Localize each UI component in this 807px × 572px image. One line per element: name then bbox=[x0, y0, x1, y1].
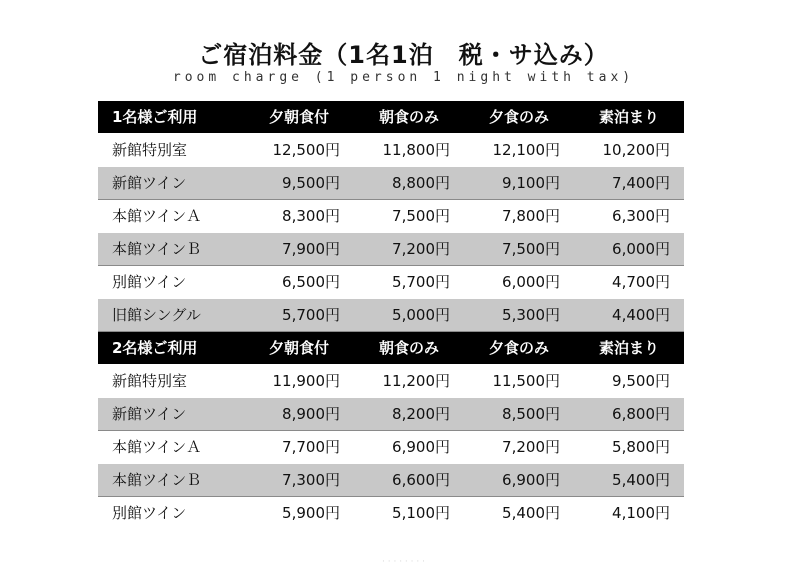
room-type: 本館ツインＢ bbox=[98, 233, 244, 266]
price-cell: 5,800円 bbox=[574, 431, 684, 464]
price-cell: 5,400円 bbox=[464, 497, 574, 530]
table-row bbox=[98, 299, 684, 332]
table-row bbox=[98, 365, 684, 398]
section-header-double bbox=[98, 332, 684, 365]
price-cell: 5,000円 bbox=[354, 299, 464, 332]
price-cell: 6,000円 bbox=[574, 233, 684, 266]
room-type: 本館ツインＡ bbox=[98, 200, 244, 233]
price-cell: 8,900円 bbox=[244, 398, 354, 431]
price-cell: 7,800円 bbox=[464, 200, 574, 233]
price-cell: 6,500円 bbox=[244, 266, 354, 299]
price-cell: 10,200円 bbox=[574, 134, 684, 167]
price-cell: 4,700円 bbox=[574, 266, 684, 299]
section-label: 2名様ご利用 bbox=[98, 332, 244, 365]
price-cell: 8,200円 bbox=[354, 398, 464, 431]
page-title: ご宿泊料金（1名1泊 税・サ込み） bbox=[198, 41, 609, 69]
price-cell: 9,500円 bbox=[574, 365, 684, 398]
price-cell: 4,100円 bbox=[574, 497, 684, 530]
table-row bbox=[98, 497, 684, 530]
column-header-dinner-only: 夕食のみ bbox=[464, 101, 574, 134]
price-cell: 7,200円 bbox=[354, 233, 464, 266]
price-cell: 11,800円 bbox=[354, 134, 464, 167]
room-type: 新館特別室 bbox=[98, 134, 244, 167]
price-cell: 9,500円 bbox=[244, 167, 354, 200]
room-type: 別館ツイン bbox=[98, 497, 244, 530]
room-type: 新館特別室 bbox=[98, 365, 244, 398]
rate-table bbox=[98, 101, 684, 530]
price-cell: 11,200円 bbox=[354, 365, 464, 398]
price-cell: 7,900円 bbox=[244, 233, 354, 266]
watermark: · · · · · · · · bbox=[382, 557, 425, 567]
price-cell: 6,900円 bbox=[354, 431, 464, 464]
room-type: 本館ツインＢ bbox=[98, 464, 244, 497]
price-cell: 12,100円 bbox=[464, 134, 574, 167]
table-row bbox=[98, 167, 684, 200]
price-cell: 6,300円 bbox=[574, 200, 684, 233]
room-type: 新館ツイン bbox=[98, 167, 244, 200]
room-type: 新館ツイン bbox=[98, 398, 244, 431]
price-cell: 5,900円 bbox=[244, 497, 354, 530]
price-cell: 12,500円 bbox=[244, 134, 354, 167]
section-label: 1名様ご利用 bbox=[98, 101, 244, 134]
table-row bbox=[98, 431, 684, 464]
price-cell: 4,400円 bbox=[574, 299, 684, 332]
price-cell: 5,700円 bbox=[244, 299, 354, 332]
price-cell: 7,500円 bbox=[354, 200, 464, 233]
room-type: 旧館シングル bbox=[98, 299, 244, 332]
column-header-breakfast-only: 朝食のみ bbox=[354, 101, 464, 134]
column-header-room-only: 素泊まり bbox=[574, 101, 684, 134]
column-header-dinner-only: 夕食のみ bbox=[464, 332, 574, 365]
table-row bbox=[98, 464, 684, 497]
table-row bbox=[98, 200, 684, 233]
table-row bbox=[98, 233, 684, 266]
price-cell: 11,500円 bbox=[464, 365, 574, 398]
price-cell: 7,300円 bbox=[244, 464, 354, 497]
price-cell: 7,500円 bbox=[464, 233, 574, 266]
column-header-dinner-breakfast: 夕朝食付 bbox=[244, 101, 354, 134]
column-header-breakfast-only: 朝食のみ bbox=[354, 332, 464, 365]
price-cell: 5,300円 bbox=[464, 299, 574, 332]
room-type: 別館ツイン bbox=[98, 266, 244, 299]
column-header-dinner-breakfast: 夕朝食付 bbox=[244, 332, 354, 365]
price-cell: 5,400円 bbox=[574, 464, 684, 497]
price-cell: 5,700円 bbox=[354, 266, 464, 299]
page-subtitle: room charge (1 person 1 night with tax) bbox=[172, 70, 635, 85]
price-cell: 11,900円 bbox=[244, 365, 354, 398]
price-cell: 8,800円 bbox=[354, 167, 464, 200]
table-row bbox=[98, 266, 684, 299]
price-cell: 6,900円 bbox=[464, 464, 574, 497]
price-cell: 6,800円 bbox=[574, 398, 684, 431]
column-header-room-only: 素泊まり bbox=[574, 332, 684, 365]
price-cell: 5,100円 bbox=[354, 497, 464, 530]
section-header-single bbox=[98, 101, 684, 134]
table-row bbox=[98, 398, 684, 431]
price-cell: 9,100円 bbox=[464, 167, 574, 200]
price-cell: 7,200円 bbox=[464, 431, 574, 464]
price-cell: 7,400円 bbox=[574, 167, 684, 200]
table-row bbox=[98, 134, 684, 167]
price-cell: 6,600円 bbox=[354, 464, 464, 497]
price-cell: 8,300円 bbox=[244, 200, 354, 233]
price-cell: 6,000円 bbox=[464, 266, 574, 299]
price-cell: 8,500円 bbox=[464, 398, 574, 431]
room-type: 本館ツインＡ bbox=[98, 431, 244, 464]
price-cell: 7,700円 bbox=[244, 431, 354, 464]
